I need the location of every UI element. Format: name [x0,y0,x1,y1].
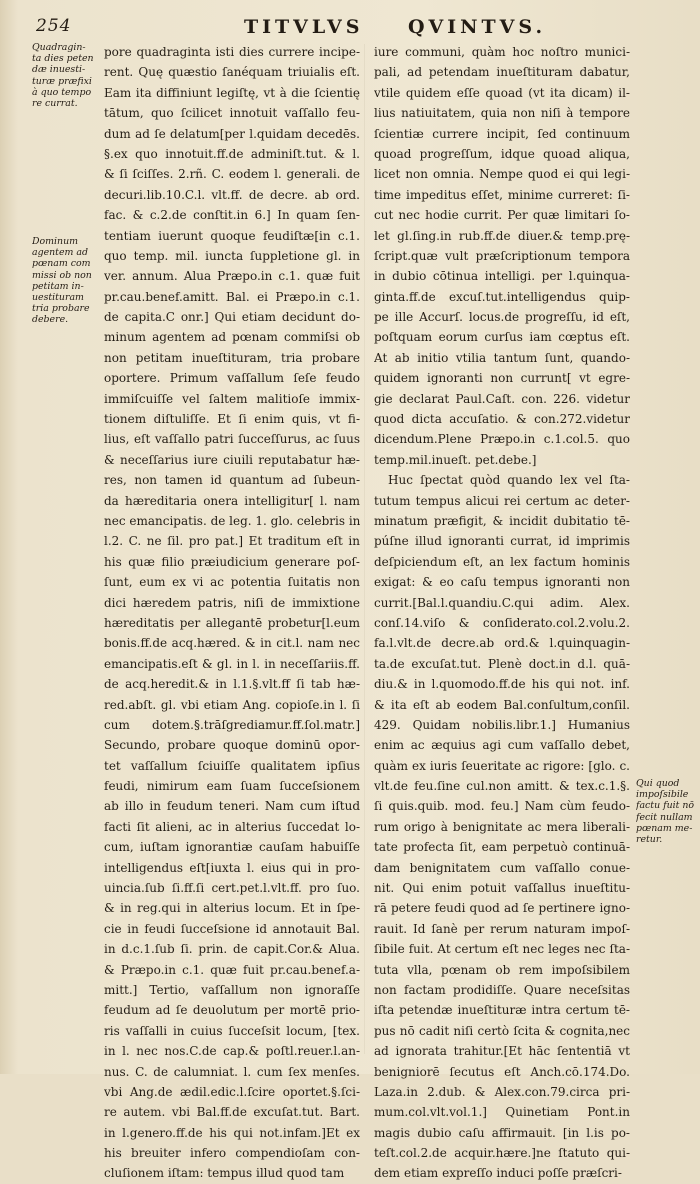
text-line: pore quadraginta isti dies currere incipe- [104,45,360,59]
running-title-left: TITVLVS [244,16,364,38]
text-line: quàm ex iuris ſeueritate ac rigore: [glo. c. [374,758,630,773]
text-line: intelligendus eſt[iuxta l. eius qui in pro- [104,860,360,875]
text-line: de acq.heredit.& in l.1.§.vlt.ff ſi tab hæ- [104,677,360,692]
text-line: fac. & c.2.de conſtit.in 6.] In quam ſen- [104,208,360,223]
margin-note-line: debere. [32,314,69,326]
text-line: lius, eſt vaſſallo patri ſucceſſurus, ac ſuus [104,432,360,447]
running-title-right: QVINTVS. [408,16,547,38]
text-line: currit.[Bal.l.quandiu.C.qui adim. Alex. [374,595,630,610]
column-gutter [364,44,365,1054]
margin-note-line: à quo tempo [32,86,92,98]
text-line: gie declarat Paul.Caſt. con. 226. videtur [374,391,630,406]
text-line: exigat: & eo caſu tempus ignoranti non [374,575,630,590]
margin-note-line: agentem ad [32,247,88,259]
margin-note-line: Qui quod [636,778,680,789]
text-line: conſ.14.viſo & conſiderato.col.2.volu.2. [374,615,630,630]
text-line: re autem. vbi Bal.ff.de excuſat.tut. Bart. [104,1105,360,1120]
margin-note-line: petitam in- [32,280,84,292]
text-line: bonis.ff.de acq.hæred. & in cit.l. nam nec [104,636,360,651]
text-line: tet vaſſallum ſciuiſſe qualitatem ipſius [104,758,360,773]
text-line: time impeditus eſſet, minime curreret: ſi- [374,187,630,202]
margin-note-line: tria probare [32,303,90,315]
text-line: & ſi ſciſſes. 2.rñ. C. eodem l. generali. de [104,167,360,182]
text-line: ver. annum. Alua Præpo.in c.1. quæ fuit [104,269,360,284]
text-line: in l. nec nos.C.de cap.& poſtl.reuer.l.an- [104,1044,360,1059]
text-line: non factam prodidiſſe. Quare neceſsitas [374,982,630,997]
text-line: mitt.] Tertio, vaſſallum non ignoraſſe [104,982,360,997]
margin-note [636,778,696,845]
margin-note-line: impoſsibile [636,789,689,801]
text-line: red.abſt. gl. vbi etiam Ang. copioſe.in l. ſi [104,697,360,712]
text-line: licet non omnia. Nempe quod ei qui legi- [374,167,630,182]
text-line: l.2. C. ne ſil. pro pat.] Et traditum eſt in [104,534,360,549]
text-line: facti ſit alieni, ac in alterius ſuccedat lo- [104,819,360,834]
text-line: non petitam inueſtituram, tria probare [104,350,360,365]
text-line: let gl.ſing.in rub.ff.de diuer.& temp.prę- [374,228,630,243]
text-line: fa.l.vlt.de decre.ab ord.& l.quinquagin- [374,636,630,651]
running-header [30,14,670,40]
text-line: & Præpo.in c.1. quæ fuit pr.cau.benef.a- [104,962,360,977]
text-line: rum origo à benignitate ac mera liberali- [374,819,630,834]
text-line: minatum præfigit, & incidit dubitatio tē- [374,513,630,528]
text-line: emancipatis.eſt & gl. in l. in neceſſariis.ff. [104,656,360,671]
text-line: lius natiuitatem, quia non niſi à tempore [374,106,630,121]
text-line: Laza.in 2.dub. & Alex.con.79.circa pri- [374,1084,630,1099]
text-line: iure communi, quàm hoc noſtro munici- [374,45,630,59]
text-line: vtile quidem eſſe quoad (vt ita dicam) il- [374,85,630,100]
text-line: cluſionem iſtam: tempus illud quod tam [104,1166,345,1181]
page-number: 254 [36,16,72,36]
text-line: pe ille Accurſ. locus.de progreſſu, id eſt, [374,310,630,325]
margin-note-line: ta dies peten [32,53,94,65]
text-line: ginta.ff.de excuſ.tut.intelligendus quip- [374,289,630,304]
text-line: res, non tamen id quantum ad ſubeun- [104,473,360,488]
text-line: ſcientiæ currere incipit, ſed continuum [374,126,630,141]
margin-note-line: factu fuit nō [636,800,695,812]
text-line: quoad progreſſum, idque quoad aliqua, [374,146,630,161]
margin-note-line: pœnam me- [636,822,693,834]
text-line: oportere. Primum vaſſallum ſeſe feudo [104,371,360,386]
text-line: ſi quis.quib. mod. feu.] Nam cùm feudo- [374,799,630,814]
text-line: ſibile fuit. At certum eſt nec leges nec ſta- [374,942,630,957]
text-line: feudi, nimirum eam ſuam ſucceſsionem [104,779,360,794]
text-line: minum agentem ad pœnam commiſsi ob [104,330,360,345]
text-line: cut nec hodie currit. Per quæ limitari ſo- [374,208,630,223]
text-line: temp.mil.inueſt. pet.debe.] [374,452,537,467]
text-line: quo temp. mil. iuncta ſuppletione gl. in [104,248,360,263]
margin-note-line: fecit nullam [636,811,693,823]
text-line: Huc ſpectat quòd quando lex vel ſta- [388,473,630,488]
text-line: púſne illud ignoranti currat, id imprimis [374,534,630,549]
text-line: ſunt, eum ex vi ac potentia ſuitatis non [104,575,360,590]
text-line: Secundo, probare quoque dominū opor- [104,738,360,753]
text-line: his breuiter infero compendioſam con- [104,1146,360,1161]
margin-note-line: re currat. [32,97,78,109]
margin-note-line: uestituram [32,291,84,303]
text-line: uincia.ſub ſi.ff.ſi cert.pet.l.vlt.ff. pro ſuo. [104,881,360,896]
text-line: cum dotem.§.trāſgrediamur.ff.ſol.matr.] [104,717,360,732]
text-line: ris vaſſalli in cuius ſucceſsit locum, [tex. [104,1023,360,1038]
text-line: dici hæredem patris, niſi de immixtione [104,595,360,610]
text-line: §.ex quo innotuit.ff.de adminiſt.tut. & l. [104,146,360,161]
text-column-left [104,42,360,1184]
margin-note-line: retur. [636,833,663,845]
text-line: dicendum.Plene Præpo.in c.1.col.5. quo [374,432,630,447]
text-line: tutum tempus alicui rei certum ac deter- [374,493,630,508]
text-line: in dubio cōtinua intelligi. per l.quinqua- [374,269,630,284]
text-line: ab illo in feudum teneri. Nam cum iſtud [104,799,360,814]
text-line: immiſcuiſſe vel ſaltem malitioſe immix- [104,391,360,406]
text-line: Eam ita diffiniunt legiſtę, vt à die ſcientię [104,85,360,100]
text-line: 429. Quidam nobilis.libr.1.] Humanius [374,717,630,732]
text-line: rauit. Id ſanè per rerum naturam impoſ- [374,921,630,936]
text-line: cum, iuſtam ignorantiæ cauſam habuiſſe [104,840,360,855]
margin-note-line: missi ob non [32,269,92,281]
text-line: vlt.de feu.ſine cul.non amitt. & tex.c.1.§. [374,779,630,794]
text-line: dem etiam expreſſo induci poſſe præſcri- [374,1166,622,1181]
text-line: benigniorē ſecutus eſt Anch.cō.174.Do. [374,1064,630,1079]
text-line: decuri.lib.10.C.l. vlt.ff. de decre. ab ord. [104,187,360,202]
margin-note-line: dæ inuesti- [32,64,86,76]
text-line: ſcript.quæ vult præſcriptionum tempora [374,248,630,263]
margin-note-line: turæ præfixi [32,75,92,87]
margin-note-line: Quadragin- [32,42,86,53]
text-line: iſta petendæ inueſtituræ intra certum tē- [374,1003,630,1018]
text-line: nec emancipatis. de leg. 1. glo. celebris in [104,513,360,528]
text-line: tātum, quo ſcilicet innotuit vaſſallo feu- [104,106,360,121]
text-line: his quæ filio præiudicium generare poſ- [104,554,360,569]
text-line: poſtquam eorum curſus iam cœptus eſt. [374,330,630,345]
text-line: quidem ignoranti non currunt[ vt egre- [374,371,630,386]
margin-note [32,236,102,326]
text-line: teſt.col.2.de acquir.hære.]ne ſtatuto qui- [374,1146,630,1161]
text-line: pus nō cadit niſi certò ſcita & cognita,nec [374,1023,630,1038]
text-line: mum.col.vlt.vol.1.] Quinetiam Pont.in [374,1105,630,1120]
text-line: At ab initio vtilia tantum ſunt, quando- [374,350,630,365]
text-line: ad ignorata trahitur.[Et hāc ſententiā vt [374,1044,630,1059]
text-line: quod dicta accuſatio. & con.272.videtur [374,412,630,427]
text-line: & in reg.qui in alterius locum. Et in ſpe- [104,901,360,916]
text-line: tuta vlla, pœnam ob rem impoſsibilem [374,962,630,977]
text-line: vbi Ang.de ædil.edic.l.ſcire oportet.§.ſci- [104,1084,360,1099]
text-line: cie in feudi ſucceſsione id annotauit Bal. [104,921,360,936]
text-line: da hæreditaria onera intelligitur[ l. nam [104,493,360,508]
text-line: dam benignitatem cum vaſſallo conue- [374,860,630,875]
text-line: enim ac æquius agi cum vaſſallo debet, [374,738,630,753]
text-line: tentiam iuerunt quoque feudiſtæ[in c.1. [104,228,360,243]
margin-note-line: pœnam com [32,258,91,270]
text-line: rent. Quę quæstio ſanéquam triuialis eſt. [104,65,360,80]
text-line: in d.c.1.ſub ſi. prin. de capit.Cor.& Alua. [104,942,360,957]
text-line: nus. C. de calumniat. l. cum ſex menſes. [104,1064,360,1079]
text-line: in l.genero.ff.de his qui not.infam.]Et ex [104,1125,360,1140]
text-line: feudum ad ſe deuolutum per mortē prio- [104,1003,360,1018]
text-line: pali, ad petendam inueſtituram dabatur, [374,65,630,80]
text-line: hæreditatis per allegantē probetur[l.eum [104,615,360,630]
text-column-right [374,42,630,1184]
text-line: ta.de excuſat.tut. Plenè doct.in d.l. quā- [374,656,630,671]
margin-note [32,42,102,109]
text-line: tate profecta ſit, eam perpetuò continuā- [374,840,630,855]
text-line: diu.& in l.quomodo.ff.de his qui not. inf. [374,677,630,692]
text-line: deſpiciendum eſt, an lex factum hominis [374,554,630,569]
text-line: & neceſſarius iure ciuili reputabatur hæ- [104,452,360,467]
text-line: dum ad ſe delatum[per l.quidam decedēs. [104,126,360,141]
text-line: tionem diſtuliſſe. Et ſi enim quis, vt fi- [104,412,360,427]
text-line: pr.cau.benef.amitt. Bal. ei Præpo.in c.1. [104,289,360,304]
text-line: de capita.C onr.] Qui etiam decidunt do- [104,310,360,325]
text-line: & ita eſt ab eodem Bal.conſultum,conſil. [374,697,630,712]
margin-note-line: Dominum [32,236,79,247]
text-line: magis dubio caſu affirmauit. [in l.is po- [374,1125,630,1140]
text-line: nit. Qui enim potuit vaſſallus inueſtitu- [374,881,630,896]
text-line: rā petere feudi quod ad ſe pertinere igno- [374,901,630,916]
